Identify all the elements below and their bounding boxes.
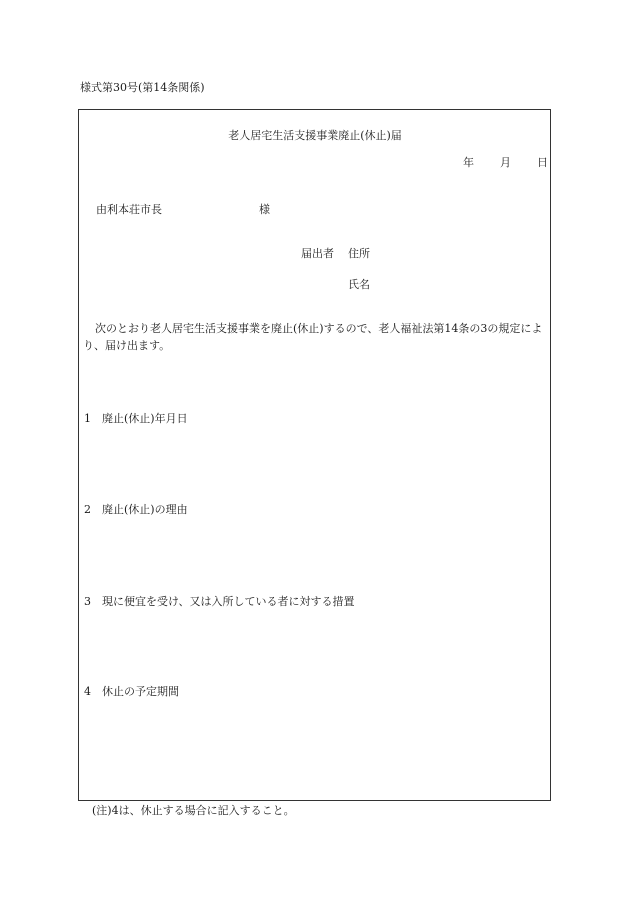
item-label: 廃止(休止)の理由 xyxy=(102,503,188,516)
item-1 xyxy=(84,413,188,424)
date-year-label: 年 xyxy=(463,156,474,169)
item-number: 4 xyxy=(84,685,91,698)
addressee-suffix: 様 xyxy=(259,203,270,216)
item-4 xyxy=(84,686,179,697)
filer-label: 届出者 xyxy=(301,247,334,260)
document-title: 老人居宅生活支援事業廃止(休止)届 xyxy=(228,129,402,142)
date-month-label: 月 xyxy=(500,156,511,169)
item-label: 休止の予定期間 xyxy=(102,685,179,698)
item-label: 廃止(休止)年月日 xyxy=(102,412,188,425)
filer-address-label: 住所 xyxy=(348,247,370,260)
form-number: 様式第30号(第14条関係) xyxy=(80,81,205,94)
addressee-name: 由利本荘市長 xyxy=(96,203,162,216)
footnote: (注)4は、休止する場合に記入すること。 xyxy=(92,804,295,817)
item-number: 2 xyxy=(84,503,91,516)
item-3 xyxy=(84,596,355,607)
filer-name-label: 氏名 xyxy=(348,278,370,291)
item-number: 3 xyxy=(84,595,91,608)
body-text: 次のとおり老人居宅生活支援事業を廃止(休止)するので、老人福祉法第14条の3の規定により、届け出ます。 xyxy=(83,322,543,352)
item-number: 1 xyxy=(84,412,91,425)
date-day-label: 日 xyxy=(537,156,548,169)
item-label: 現に便宜を受け、又は入所している者に対する措置 xyxy=(102,595,355,608)
item-2 xyxy=(84,504,188,515)
